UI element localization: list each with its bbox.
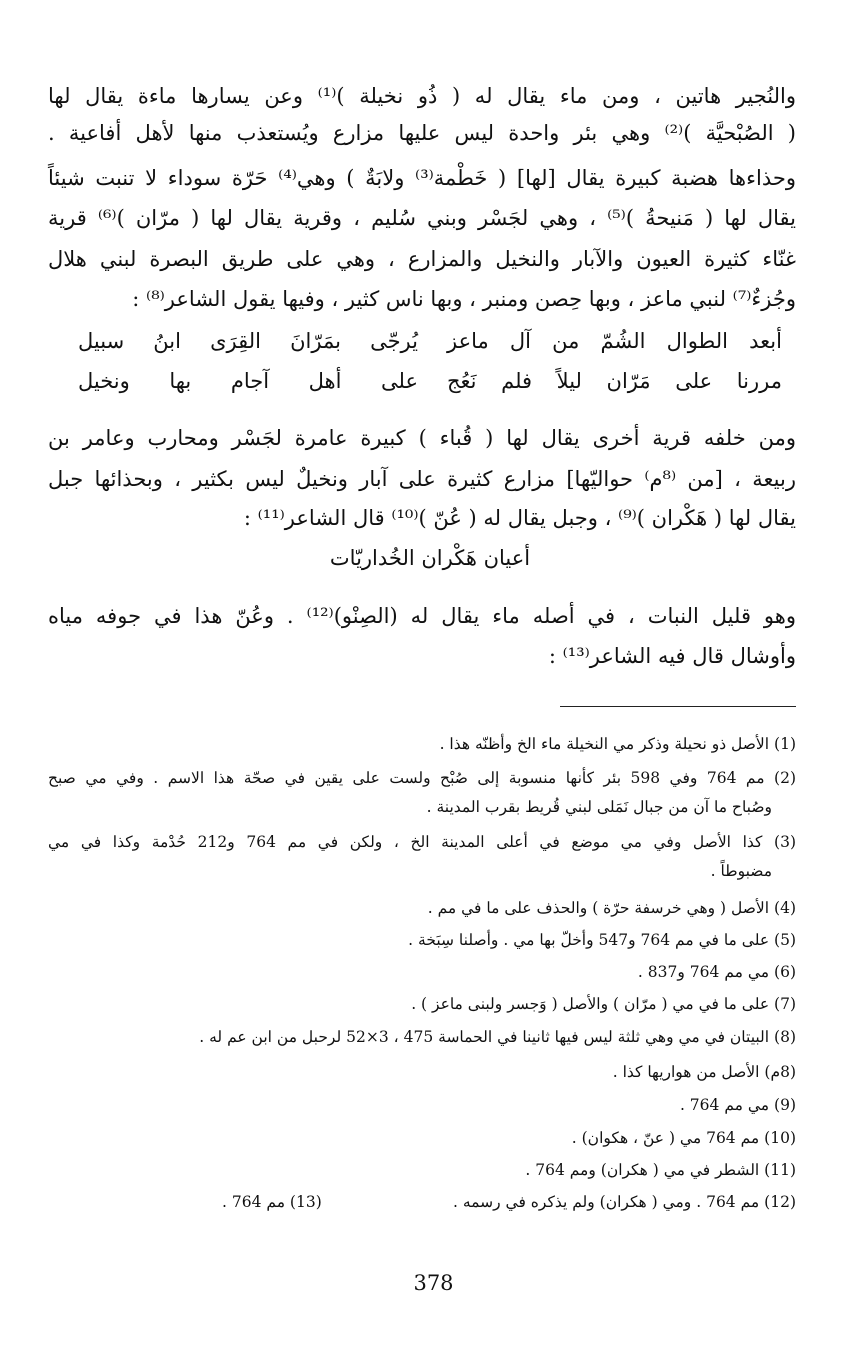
text-line: غنّاء كثيرة العيون والآبار والنخيل والمزارع ، وهي على طريق البصرة لبني هلال [48,247,796,271]
text-line: وأوشال قال فيه الشاعر⁽¹³⁾ : [548,644,796,668]
text-line: ربيعة ، [من ⁽⁸م⁾ حواليّها] مزارع كثيرة على آبار ونخيلٌ ليس بكثير ، وبحذائها جبل [48,467,796,491]
footnote: (12) مم 764 . ومي ( هكران) ولم يذكره في رسمه . [453,1193,796,1211]
footnote: (6) مي مم 764 و837 . [637,963,796,981]
text-line: وهو قليل النبات ، في أصله ماء يقال له (الصِنْو)⁽¹²⁾ . وعُنّ هذا في جوفه مياه [48,604,796,628]
footnote: (11) الشطر في مي ( هكران) ومم 764 . [525,1161,796,1179]
footnote: (13) مم 764 . [222,1193,322,1211]
footnote-continuation: وصُباح ما آن من جبال نَمَلى لبني قُريط بقرب المدينة . [426,798,772,816]
footnote-separator [560,706,796,707]
footnote: (2) مم 764 وفي 598 بئر كأنها منسوبة إلى صُبْح ولست على يقين في صحّة هذا الاسم . وفي مي صبح [48,769,796,787]
text-line: يقال لها ( مَنيحةُ )⁽⁵⁾ ، وهي لجَسْر وبني سُليم ، وقرية يقال لها ( مرّان )⁽⁶⁾ قرية [48,206,796,230]
verse-hemistich-2: يُرجّى بمَرّانَ القِرَى ابنُ سبيل [78,329,418,353]
footnote: (8) البيتان في مي وهي ثلثة ليس فيها ثانينا في الحماسة 475 ، 3×52 لرحبل من ابن عم له . [199,1028,796,1046]
page-number: 378 [413,1271,454,1295]
verse-single: أعيان هَكْران الخُداريّات [329,546,531,570]
footnote: (3) كذا الأصل وفي مي موضع في أعلى المدينة الخ ، ولكن في مم 764 و212 حُدْمة وكذا في مي [48,833,797,851]
verse-hemistich-1: مررنا على مَرّان ليلاً فلم نَعُج [447,369,782,393]
footnote: (7) على ما في مي ( مرّان ) والأصل ( وَجسر ولبنى ماعز ) . [411,995,796,1013]
footnote: (1) الأصل ذو نحيلة وذكر مي النخيلة ماء الخ وأظنّه هذا . [439,735,796,753]
text-line: وجُزءٌ⁽⁷⁾ لنبي ماعز ، وبها حِصن ومنبر ، وبها ناس كثير ، وفيها يقول الشاعر⁽⁸⁾ : [132,287,796,311]
footnote: (4) الأصل ( وهي خرسفة حرّة ) والحذف على ما في مم . [427,899,796,917]
text-line: ومن خلفه قرية أخرى يقال لها ( قُباء ) كبيرة عامرة لجَسْر ومحارب وعامر بن [48,426,796,450]
text-line: والنُجير هاتين ، ومن ماء يقال له ( ذُو نخيلة )⁽¹⁾ وعن يسارها ماءة يقال لها [48,84,796,108]
footnote: (10) مم 764 مي ( عنّ ، هكوان) . [571,1129,796,1147]
text-line: يقال لها ( هَكْران )⁽⁹⁾ ، وجبل يقال له ( عُنّ )⁽¹⁰⁾ قال الشاعر⁽¹¹⁾ : [243,506,796,530]
verse-hemistich-2: على أهل آجام بها ونخيل [78,369,418,393]
text-line: وحذاءها هضبة كبيرة يقال [لها] ( خَطْمة⁽³⁾ ولابَةٌ ) وهي⁽⁴⁾ حَرّة سوداء لا تنبت شيئاً [48,166,796,190]
verse-hemistich-1: أبعد الطوال الشُمّ من آل ماعز [447,329,782,353]
footnote: (9) مي مم 764 . [679,1096,796,1114]
footnote: (5) على ما في مم 764 و547 وأخلّ بها مي . وأصلنا سِبَخة . [408,931,796,949]
text-line: ( الصُبْحيَّة )⁽²⁾ وهي بئر واحدة ليس عليها مزارع ويُستعذب منها لأهل أفاعية . [48,121,796,145]
footnote: (8م) الأصل من هواريها كذا . [612,1063,796,1081]
footnote-continuation: مضبوطاً . [710,862,772,880]
